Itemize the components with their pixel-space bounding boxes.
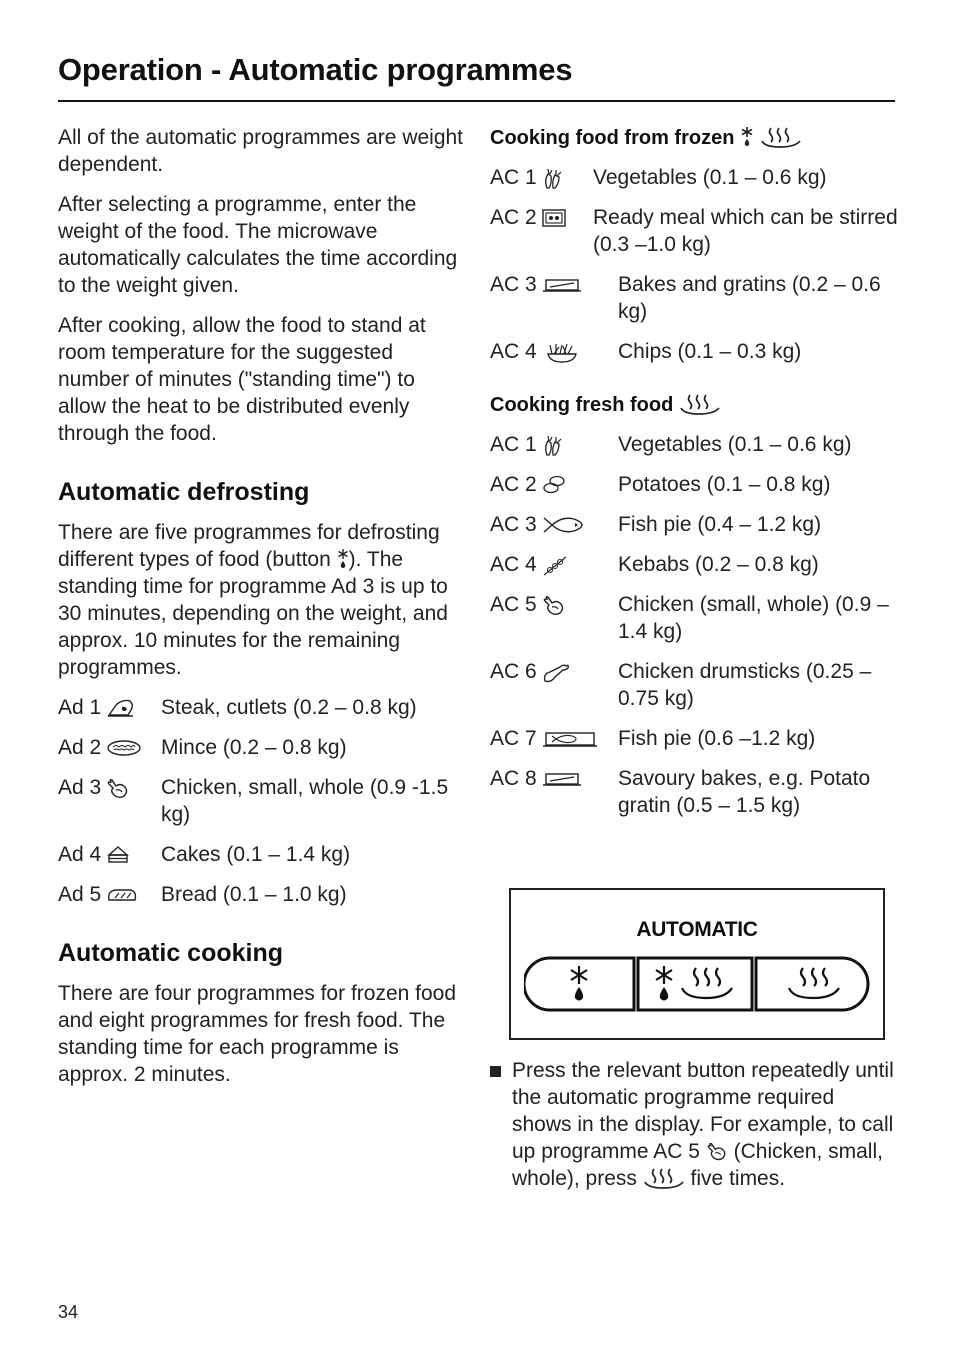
vegetables-icon (542, 435, 564, 457)
fish-dish-icon (542, 729, 598, 749)
chips-icon (542, 342, 582, 364)
programme-desc: Chicken (small, whole) (0.9 – 1.4 kg) (618, 593, 889, 643)
defrost-programme (58, 694, 468, 721)
programme-desc: Cakes (0.1 – 1.4 kg) (161, 843, 351, 866)
programme-code: Ad 5 (58, 881, 161, 908)
chicken-icon (106, 778, 130, 800)
programme-desc: Fish pie (0.4 – 1.2 kg) (618, 513, 822, 536)
programme-desc: Bakes and gratins (0.2 – 0.6 kg) (618, 273, 881, 323)
defrost-heading: Automatic defrosting (58, 478, 310, 506)
fresh-programme (490, 725, 900, 752)
programme-desc: Savoury bakes, e.g. Potato gratin (0.5 – 1.5 kg) (618, 767, 871, 817)
fresh-programme (490, 658, 900, 712)
frozen-programme (490, 164, 900, 191)
intro-paragraph: After selecting a programme, enter the weight of the food. The microwave automatically calculates the time according to the weight given. (58, 193, 458, 297)
programme-code: AC 3 (490, 511, 618, 538)
programme-code: AC 2 (490, 471, 618, 498)
fish-icon (542, 515, 584, 535)
fresh-programme (490, 765, 900, 819)
programme-code: AC 8 (490, 765, 618, 819)
gratin-dish-icon (542, 275, 582, 295)
fresh-programme (490, 471, 900, 498)
defrost-text: ). The standing time for programme Ad 3 is up to 30 minutes, depending on the weight, and approx. 10 minutes for the remaining programmes. (58, 548, 448, 679)
right-column (490, 124, 900, 832)
instruction-bullet (490, 1057, 895, 1192)
title-rule (58, 100, 895, 102)
programme-desc: Vegetables (0.1 – 0.6 kg) (593, 166, 827, 189)
page-number: 34 (58, 1302, 79, 1322)
defrost-programme (58, 774, 468, 828)
defrost-icon (740, 126, 754, 148)
cooking-heading: Automatic cooking (58, 939, 284, 967)
chicken-icon (706, 1142, 728, 1162)
ready-meal-icon (542, 208, 566, 228)
programme-code: AC 1 (490, 431, 618, 458)
panel-label: AUTOMATIC (636, 918, 758, 941)
programme-desc: Vegetables (0.1 – 0.6 kg) (618, 433, 852, 456)
kebab-icon (542, 555, 568, 577)
programme-code: AC 4 (490, 551, 618, 578)
steam-icon (643, 1165, 685, 1189)
frozen-heading: Cooking food from frozen (490, 124, 900, 152)
programme-desc: Steak, cutlets (0.2 – 0.8 kg) (161, 696, 417, 719)
programme-desc: Ready meal which can be stirred (0.3 –1.0 kg) (593, 206, 898, 256)
programme-code: AC 4 (490, 338, 618, 365)
programme-code: AC 7 (490, 725, 618, 752)
defrost-button[interactable] (524, 958, 634, 1010)
instruction-text: Press the relevant button repeatedly until the automatic programme required shows in the display. For example, to call up programme AC 5 (Chicken, small, whole), press five times. (512, 1059, 894, 1190)
fresh-programme (490, 591, 900, 645)
cooking-paragraph: There are four programmes for frozen food and eight programmes for fresh food. The standing time for each programme is approx. 2 minutes. (58, 982, 457, 1086)
frozen-programme (490, 338, 900, 365)
potatoes-icon (542, 475, 566, 495)
programme-desc: Kebabs (0.2 – 0.8 kg) (618, 553, 819, 576)
fresh-heading: Cooking fresh food (490, 391, 900, 419)
programme-desc: Mince (0.2 – 0.8 kg) (161, 736, 347, 759)
programme-desc: Potatoes (0.1 – 0.8 kg) (618, 473, 831, 496)
panel-buttons-drawing (524, 956, 870, 1012)
defrost-programme (58, 881, 468, 908)
programme-code: Ad 4 (58, 841, 161, 868)
gratin-dish-icon (542, 769, 582, 789)
bread-icon (106, 885, 138, 905)
frozen-cook-button[interactable] (638, 958, 752, 1010)
programme-desc: Fish pie (0.6 –1.2 kg) (618, 727, 816, 750)
programme-desc: Chicken drumsticks (0.25 – 0.75 kg) (618, 660, 872, 710)
programme-code: AC 2 (490, 204, 593, 258)
programme-code: AC 6 (490, 658, 618, 712)
drumstick-icon (542, 662, 570, 684)
left-column (58, 124, 468, 1101)
vegetables-icon (542, 168, 564, 190)
defrost-icon (337, 548, 349, 570)
programme-desc: Chips (0.1 – 0.3 kg) (618, 340, 802, 363)
frozen-programme (490, 271, 900, 325)
automatic-panel (509, 888, 885, 1040)
steak-icon (106, 698, 136, 718)
programme-desc: Chicken, small, whole (0.9 -1.5 kg) (161, 776, 449, 826)
fresh-programme (490, 551, 900, 578)
programme-code: Ad 3 (58, 774, 161, 828)
defrost-programme (58, 734, 468, 761)
steam-icon (679, 391, 721, 415)
defrost-text: There are five programmes for defrosting different types of food (button (58, 521, 440, 571)
fresh-cook-button[interactable] (756, 958, 868, 1010)
mince-icon (106, 738, 142, 758)
panel-buttons (524, 956, 870, 1017)
programme-desc: Bread (0.1 – 1.0 kg) (161, 883, 347, 906)
intro-paragraph: All of the automatic programmes are weight dependent. (58, 126, 464, 176)
fresh-programme (490, 511, 900, 538)
cake-icon (106, 845, 130, 865)
programme-code: AC 5 (490, 591, 618, 645)
intro-paragraph: After cooking, allow the food to stand at room temperature for the suggested number of minutes ("standing time") to allow the heat to be distributed evenly through the food. (58, 314, 426, 445)
programme-code: Ad 1 (58, 694, 161, 721)
steam-icon (760, 124, 802, 148)
bullet-square (490, 1066, 501, 1077)
programme-code: Ad 2 (58, 734, 161, 761)
programme-code: AC 1 (490, 164, 593, 191)
chicken-icon (542, 595, 566, 617)
fresh-programme (490, 431, 900, 458)
defrost-paragraph (58, 519, 468, 681)
programme-code: AC 3 (490, 271, 618, 325)
frozen-programme (490, 204, 900, 258)
page-title: Operation - Automatic programmes (58, 52, 573, 87)
defrost-programme (58, 841, 468, 868)
